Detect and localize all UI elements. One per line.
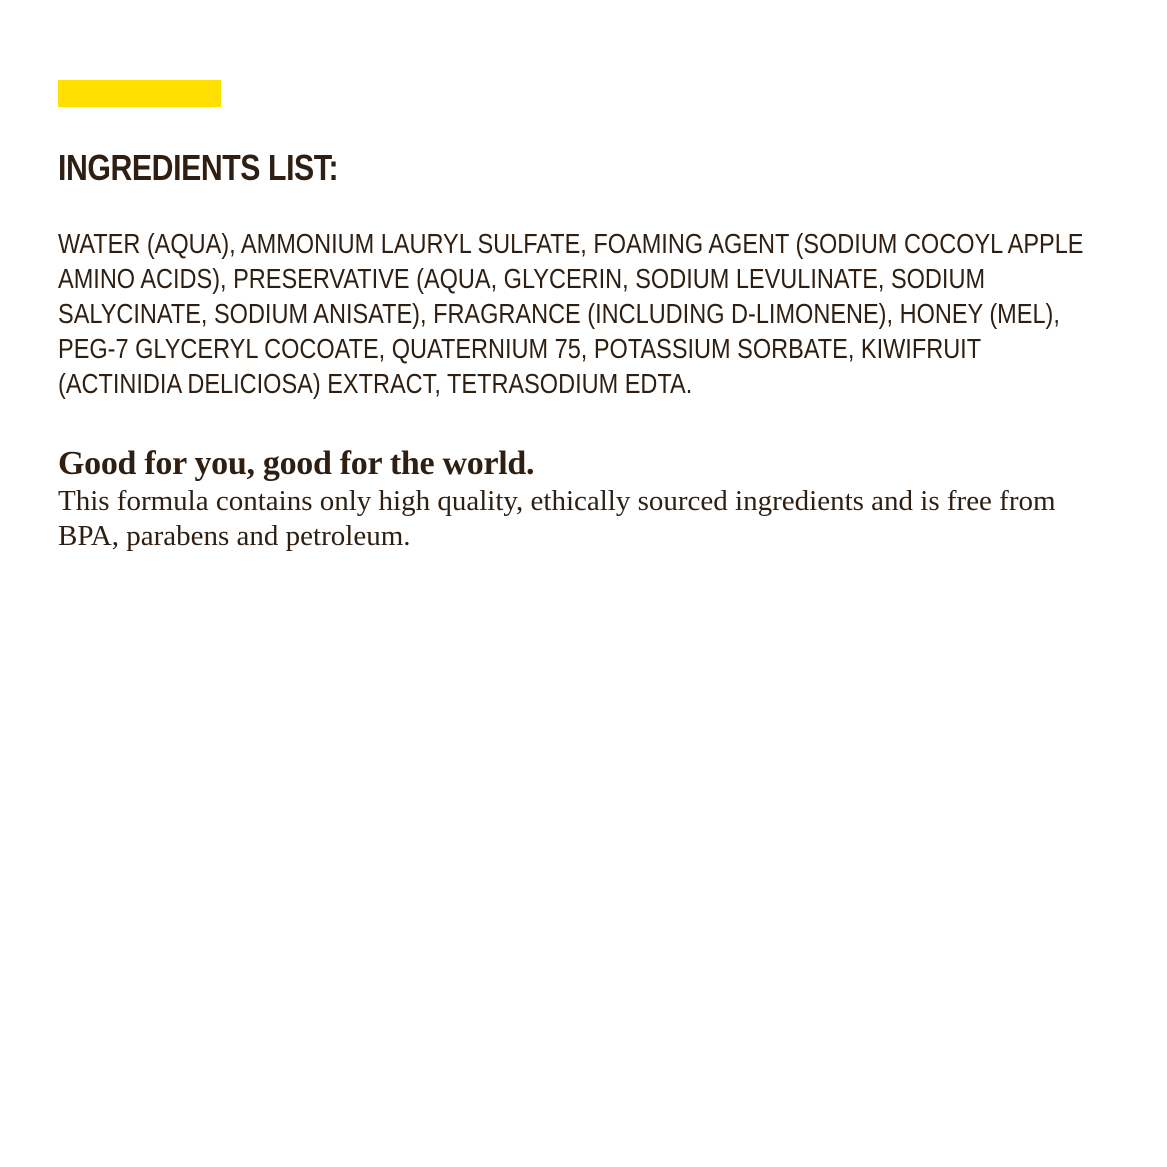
ingredients-panel — [58, 80, 1098, 554]
ingredients-heading: INGREDIENTS LIST: — [58, 147, 339, 188]
tagline: Good for you, good for the world. — [58, 445, 535, 482]
ingredients-list: WATER (AQUA), AMMONIUM LAURYL SULFATE, FOAMING AGENT (SODIUM COCOYL APPLE AMINO ACIDS), PRESERVATIVE (AQUA, GLYCERIN, SODIUM LEVULINATE, SODIUM SALYCINATE, SODIUM ANISATE), FRAGRANCE (INCLUDING D-LIMONENE), HONEY (MEL), PEG-7 GLYCERYL COCOATE, QUATERNIUM 75, POTASSIUM SORBATE, KIWIFRUIT (ACTINIDIA DELICIOSA) EXTRACT, TETRASODIUM EDTA. — [58, 228, 1084, 399]
formula-description: This formula contains only high quality, ethically sourced ingredients and is free from BPA, parabens and petroleum. — [58, 485, 1056, 553]
accent-bar — [58, 80, 221, 107]
